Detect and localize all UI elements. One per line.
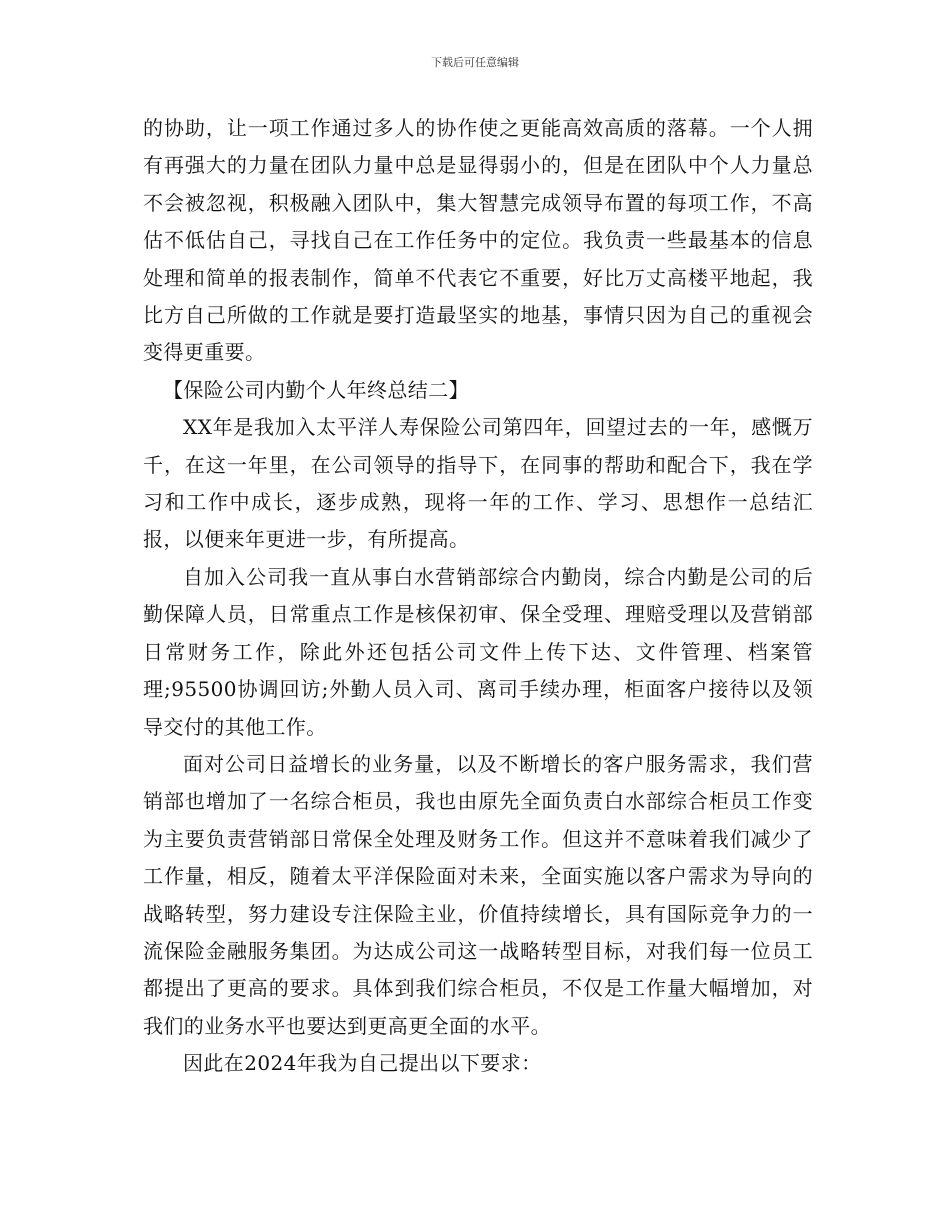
paragraph-duties: 自加入公司我一直从事白水营销部综合内勤岗，综合内勤是公司的后勤保障人员，日常重点工作是核保初审、保全受理、理赔受理以及营销部日常财务工作，除此外还包括公司文件上传下达、文件管理、档案管理;95500协调回访;外勤人员入司、离司手续办理，柜面客户接待以及领导交付的其他工作。 xyxy=(143,564,813,739)
paragraph-continuation: 的协助，让一项工作通过多人的协作使之更能高效高质的落幕。一个人拥有再强大的力量在团队力量中总是显得弱小的，但是在团队中个人力量总不会被忽视，积极融入团队中，集大智慧完成领导布置的每项工作，不高估不低估自己，寻找自己在工作任务中的定位。我负责一些最基本的信息处理和简单的报表制作，简单不代表它不重要，好比万丈高楼平地起，我比方自己所做的工作就是要打造最坚实的地基，事情只因为自己的重视会变得更重要。 xyxy=(143,116,813,365)
paragraph-challenges: 面对公司日益增长的业务量，以及不断增长的客户服务需求，我们营销部也增加了一名综合柜员，我也由原先全面负责白水部综合柜员工作变为主要负责营销部日常保全处理及财务工作。但这并不意味着我们减少了工作量，相反，随着太平洋保险面对未来，全面实施以客户需求为导向的战略转型，努力建设专注保险主业，价值持续增长，具有国际竞争力的一流保险金融服务集团。为达成公司这一战略转型目标，对我们每一位员工都提出了更高的要求。具体到我们综合柜员，不仅是工作量大幅增加，对我们的业务水平也要达到更高更全面的水平。 xyxy=(143,751,813,1038)
page-header: 下载后可任意编辑 xyxy=(431,56,519,69)
paragraph-intro: XX年是我加入太平洋人寿保险公司第四年，回望过去的一年，感慨万千，在这一年里，在公司领导的指导下，在同事的帮助和配合下，我在学习和工作中成长，逐步成熟，现将一年的工作、学习、思想作一总结汇报，以便来年更进一步，有所提高。 xyxy=(143,415,813,552)
paragraph-requirements: 因此在2024年我为自己提出以下要求： xyxy=(183,1051,542,1076)
document-body xyxy=(143,110,813,1083)
section-heading: 【保险公司内勤个人年终总结二】 xyxy=(163,377,469,402)
